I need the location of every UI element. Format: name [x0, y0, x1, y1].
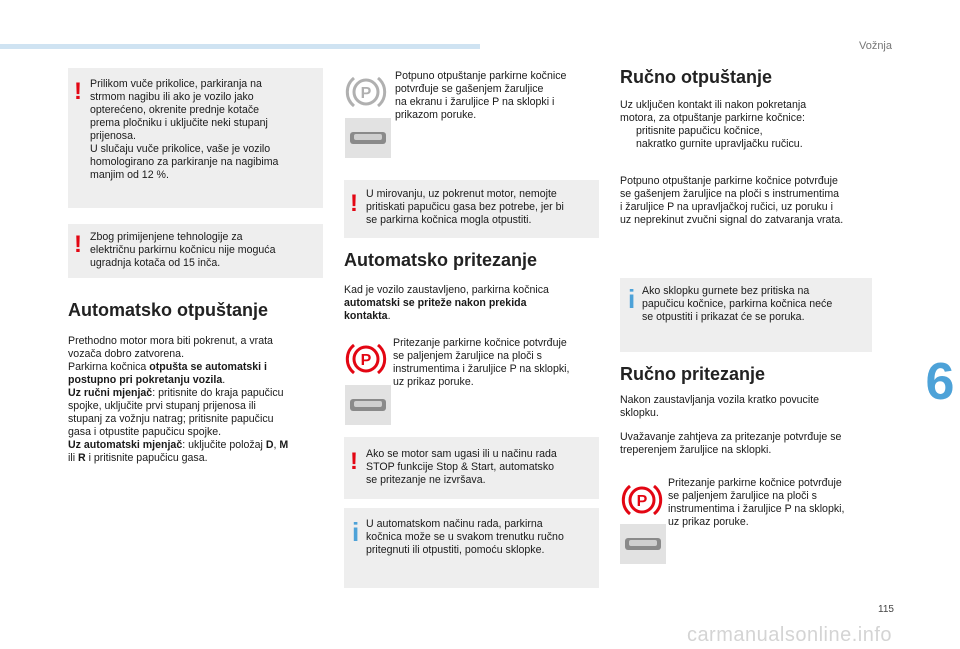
chapter-number: 6: [925, 353, 955, 411]
apply-confirmation-text-manual: Pritezanje parkirne kočnice potvrđuje se paljenjem žaruljice na ploči s instrumentima i žaruljice P na sklopki, uz prikaz poruke.: [668, 477, 845, 528]
info-icon: i: [628, 284, 636, 314]
warning-icon: !: [350, 448, 358, 475]
info-text-brake-pedal: Ako sklopku gurnete bez pritiska na papučicu kočnice, parkirna kočnica neće se otpustiti i prikazat će se poruka.: [642, 285, 833, 323]
parking-brake-switch-icon: [345, 385, 391, 425]
info-icon: i: [352, 517, 360, 547]
parking-brake-switch-icon: [620, 524, 666, 564]
paragraph-manual-apply: Nakon zaustavljanja vozila kratko povucite sklopku.: [620, 394, 820, 419]
warning-text-towing: Prilikom vuče prikolice, parkiranja na strmom nagibu ili ako je vozilo jako opterećeno, okrenite prednje kotače prema pločniku i uključite neki stupanj prijenosa. U slučaju vuče prikolice, vaše je vozilo homologirano za parkiranje na nagibima manjim od 12 %.: [90, 78, 279, 181]
paragraph-apply-request: Uvažavanje zahtjeva za pritezanje potvrđuje se treperenjem žaruljice na sklopki.: [620, 431, 842, 456]
info-text-manual-override: U automatskom načinu rada, parkirna kočnica može se u svakom trenutku ručno pritegnuti ili otpustiti, pomoću sklopke.: [366, 518, 564, 556]
parking-brake-on-icon: [620, 478, 664, 522]
warning-text-wheels: Zbog primijenjene tehnologije za električnu parkirnu kočnicu nije moguća ugradnja kotača od 15 inča.: [90, 231, 276, 269]
parking-brake-switch-icon: [345, 118, 391, 158]
warning-icon: !: [74, 231, 82, 258]
warning-icon: !: [74, 78, 82, 105]
p-letter: P: [636, 493, 648, 510]
apply-confirmation-text: Pritezanje parkirne kočnice potvrđuje se paljenjem žaruljice na ploči s instrumentima i žaruljice P na sklopki, uz prikaz poruke.: [393, 337, 570, 388]
paragraph-manual-release: Uz uključen kontakt ili nakon pokretanja motora, za otpuštanje parkirne kočnice: pritisnite papučicu kočnice, nakratko gurnite upravljačku ručicu.: [620, 99, 807, 150]
watermark: carmanualsonline.info: [686, 624, 892, 646]
parking-brake-on-icon: [344, 337, 388, 381]
heading-automatic-apply: Automatsko pritezanje: [344, 250, 538, 270]
heading-manual-release: Ručno otpuštanje: [620, 67, 772, 87]
header-bar: [0, 44, 480, 49]
heading-automatic-release: Automatsko otpuštanje: [68, 300, 269, 320]
paragraph-automatic-apply: Kad je vozilo zaustavljeno, parkirna kočnica automatski se priteže nakon prekida kontakta.: [344, 284, 549, 322]
warning-text-stop-start: Ako se motor sam ugasi ili u načinu rada STOP funkcije Stop & Start, automatsko se pritezanje ne izvršava.: [366, 448, 557, 486]
heading-manual-apply: Ručno pritezanje: [620, 364, 766, 384]
warning-text-accelerator: U mirovanju, uz pokrenut motor, nemojte pritiskati papučicu gasa bez potrebe, jer bi se parkirna kočnica mogla otpustiti.: [366, 188, 564, 226]
p-letter: P: [360, 85, 372, 102]
paragraph-automatic-release: Prethodno motor mora biti pokrenut, a vrata vozača dobro zatvorena. Parkirna kočnica otpušta se automatski i postupno pri pokretanju vozila. Uz ručni mjenjač: pritisnite do kraja papučicu spojke, uključite prvi stupanj prijenosa ili stupanj za vožnju natrag; pritisnite papučicu gasa i otpustite papučicu spojke. Uz automatski mjenjač: uključite položaj D, M ili R i pritisnite papučicu gasa.: [68, 335, 289, 464]
paragraph-release-confirmation: Potpuno otpuštanje parkirne kočnice potvrđuje se gašenjem žaruljice na ploči s instrumentima i žaruljice P na upravljačkoj ručici, uz poruku i uz neprekinut zvučni signal do zatvaranja vrata.: [620, 175, 844, 226]
parking-brake-off-icon: [344, 70, 388, 114]
p-letter: P: [360, 352, 372, 369]
section-title: Vožnja: [858, 40, 892, 52]
page-number: 115: [878, 604, 894, 615]
release-confirmation-text: Potpuno otpuštanje parkirne kočnice potvrđuje se gašenjem žaruljice na ekranu i žaruljice P na sklopki i prikazom poruke.: [395, 70, 567, 121]
warning-icon: !: [350, 190, 358, 217]
